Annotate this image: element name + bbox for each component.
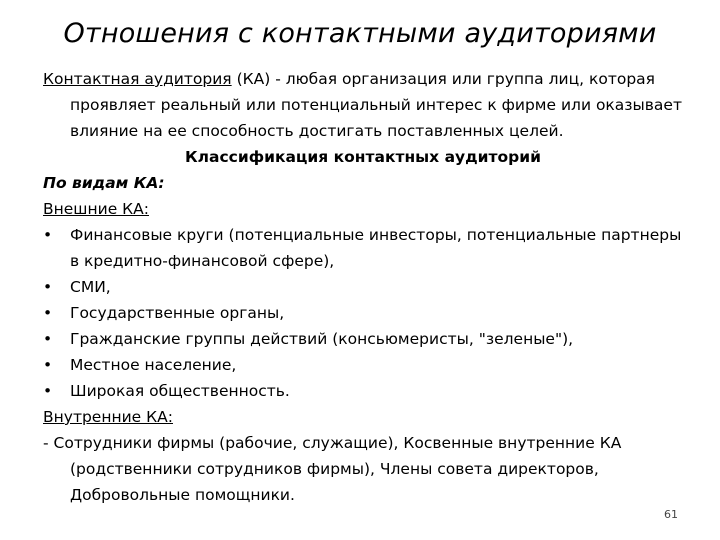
list-item xyxy=(43,222,683,274)
list-item-text: Местное население, xyxy=(70,356,237,374)
classification-heading: Классификация контактных аудиторий xyxy=(185,148,541,166)
internal-text: - Сотрудники фирмы (рабочие, служащие), Косвенные внутренние КА (родственники сотрудников фирмы), Члены совета директоров, Добровольные помощники. xyxy=(43,434,622,504)
list-item xyxy=(43,326,683,352)
page-number: 61 xyxy=(664,508,678,521)
list-item xyxy=(43,300,683,326)
list-item-text: Государственные органы, xyxy=(70,304,285,322)
list-item-text: Гражданские группы действий (консьюмеристы, "зеленые"), xyxy=(70,330,574,348)
definition-paragraph xyxy=(43,66,683,144)
bullet-marker: • xyxy=(43,382,53,400)
list-item xyxy=(43,274,683,300)
list-item xyxy=(43,378,683,404)
list-item-text: Финансовые круги (потенциальные инвесторы, потенциальные партнеры в кредитно-финансовой сфере), xyxy=(70,226,682,270)
bullet-marker: • xyxy=(43,278,53,296)
definition-term: Контактная аудитория xyxy=(43,70,232,88)
external-label: Внешние КА: xyxy=(43,200,149,218)
bullet-marker: • xyxy=(43,330,53,348)
list-item-text: Широкая общественность. xyxy=(70,382,290,400)
slide-body xyxy=(43,66,683,508)
list-item-text: СМИ, xyxy=(70,278,111,296)
bullet-marker: • xyxy=(43,356,53,374)
internal-label: Внутренние КА: xyxy=(43,408,173,426)
definition-text: (КА) - любая организация или группа лиц, которая проявляет реальный или потенциальный интерес к фирме или оказывает влияние на ее способность достигать поставленных целей. xyxy=(70,70,682,140)
slide-title: Отношения с контактными аудиториями xyxy=(63,18,657,49)
list-item xyxy=(43,352,683,378)
by-type-label: По видам КА: xyxy=(43,174,165,192)
bullet-marker: • xyxy=(43,304,53,322)
bullet-marker: • xyxy=(43,226,53,244)
